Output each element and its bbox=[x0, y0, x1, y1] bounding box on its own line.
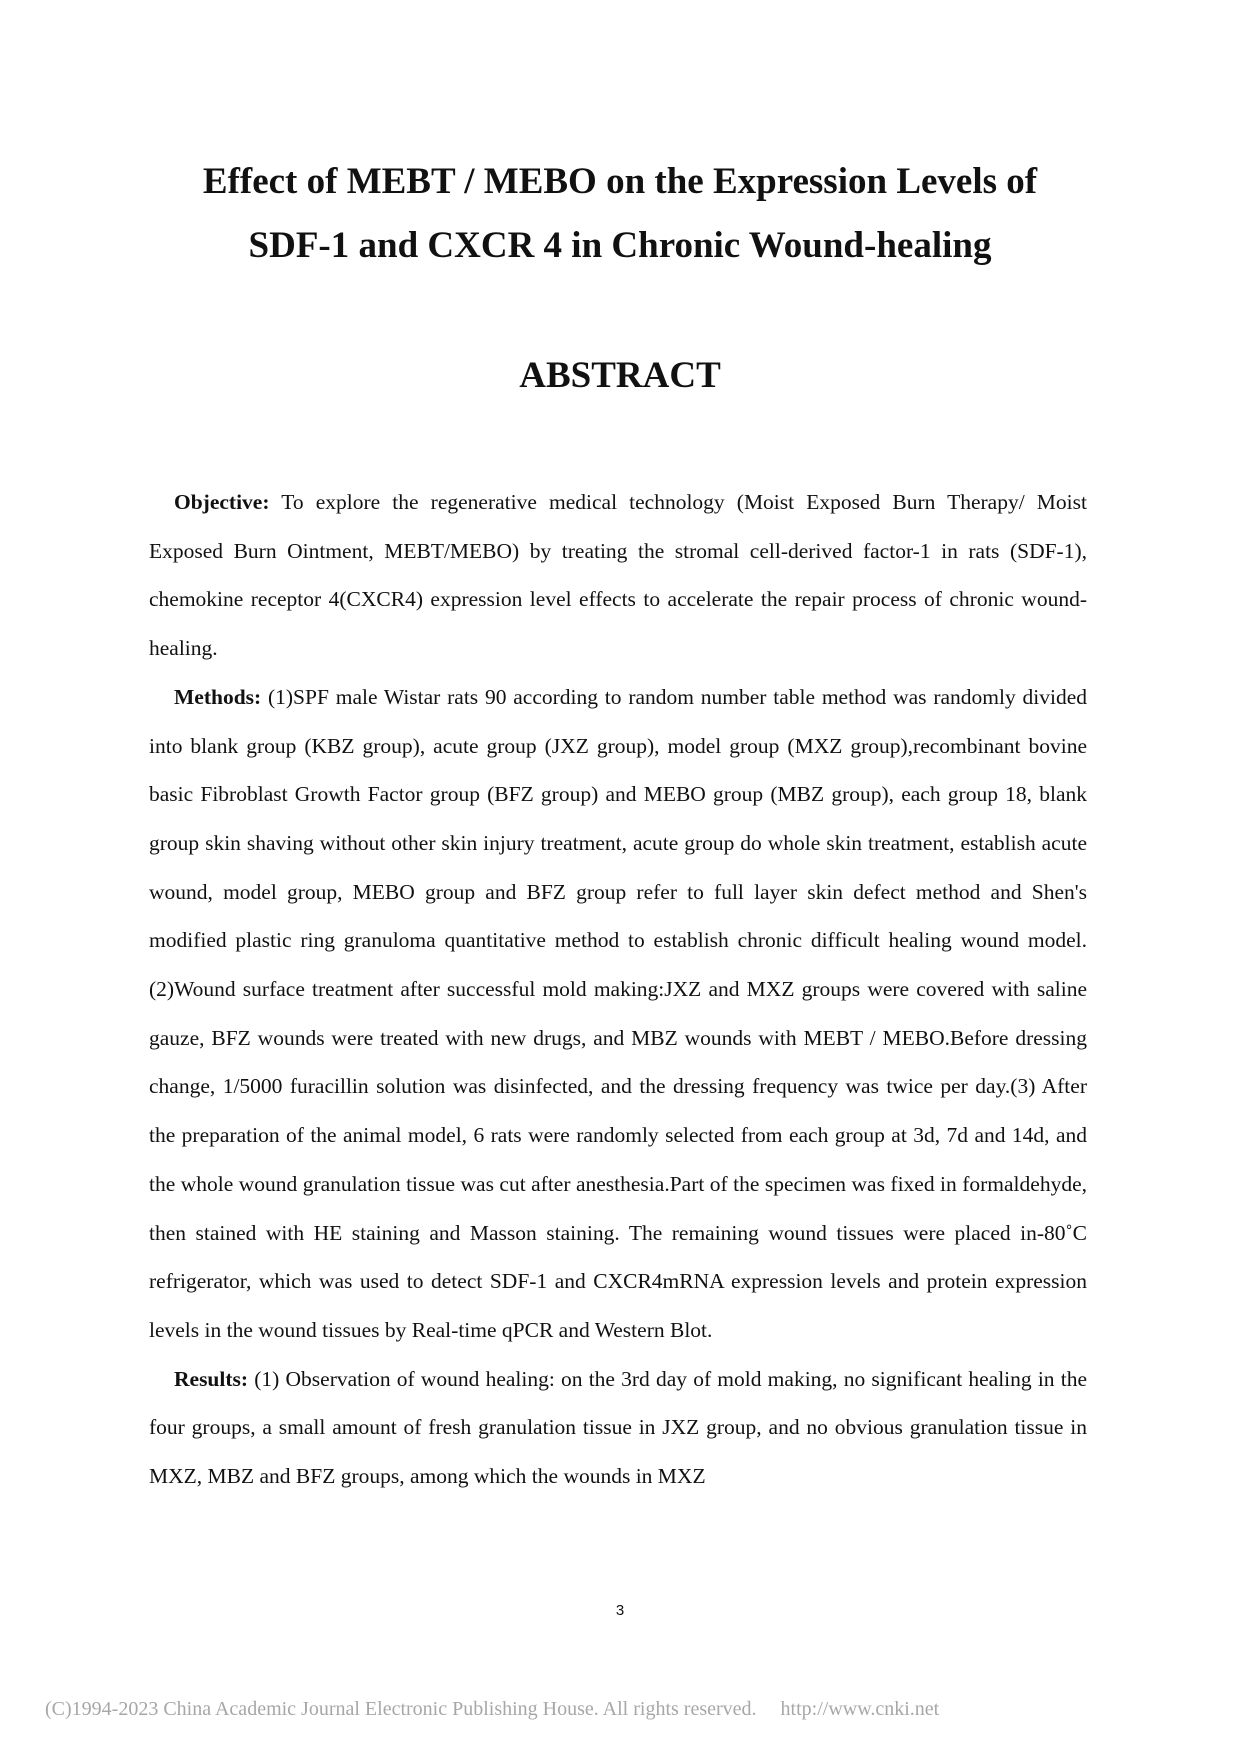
objective-label: Objective: bbox=[174, 490, 270, 514]
results-label: Results: bbox=[174, 1366, 249, 1391]
paper-title bbox=[0, 150, 1240, 278]
footer-url[interactable]: http://www.cnki.net bbox=[780, 1698, 940, 1720]
page-number: 3 bbox=[615, 1602, 625, 1619]
objective-text: To explore the regenerative medical technology (Moist Exposed Burn Therapy/ Moist Exposed Burn Ointment, MEBT/MEBO) by treating the stromal cell-derived factor-1 in rats (SDF-1), chemokine receptor 4(CXCR4) expression level effects to accelerate the repair process of chronic wound-healing. bbox=[149, 490, 1087, 661]
methods-label: Methods: bbox=[174, 684, 262, 709]
abstract-heading: ABSTRACT bbox=[519, 355, 721, 396]
objective-paragraph bbox=[149, 478, 1087, 673]
title-line-1: Effect of MEBT / MEBO on the Expression Levels of bbox=[202, 161, 1038, 202]
copyright-footer bbox=[45, 1698, 1225, 1721]
abstract-body bbox=[149, 478, 1087, 1501]
results-paragraph bbox=[149, 1355, 1087, 1501]
copyright-text: (C)1994-2023 China Academic Journal Electronic Publishing House. All rights reserved. bbox=[45, 1698, 757, 1720]
results-text: (1) Observation of wound healing: on the 3rd day of mold making, no significant healing in the four groups, a small amount of fresh granulation tissue in JXZ group, and no obvious granulation tissue in MXZ, MBZ and BFZ groups, among which the wounds in MXZ bbox=[149, 1366, 1087, 1489]
methods-text: (1)SPF male Wistar rats 90 according to random number table method was randomly divided into blank group (KBZ group), acute group (JXZ group), model group (MXZ group),recombinant bovine basic Fibroblast Growth Factor group (BFZ group) and MEBO group (MBZ group), each group 18, blank group skin shaving without other skin injury treatment, acute group do whole skin treatment, establish acute wound, model group, MEBO group and BFZ group refer to full layer skin defect method and Shen's modified plastic ring granuloma quantitative method to establish chronic difficult healing wound model.(2)Wound surface treatment after successful mold making:JXZ and MXZ groups were covered with saline gauze, BFZ wounds were treated with new drugs, and MBZ wounds with MEBT / MEBO.Before dressing change, 1/5000 furacillin solution was disinfected, and the dressing frequency was twice per day.(3) After the preparation of the animal model, 6 rats were randomly selected from each group at 3d, 7d and 14d, and the whole wound granulation tissue was cut after anesthesia.Part of the specimen was fixed in formaldehyde, then stained with HE staining and Masson staining. The remaining wound tissues were placed in-80˚C refrigerator, which was used to detect SDF-1 and CXCR4mRNA expression levels and protein expression levels in the wound tissues by Real-time qPCR and Western Blot. bbox=[149, 684, 1088, 1342]
title-line-2: SDF-1 and CXCR 4 in Chronic Wound-healing bbox=[248, 225, 992, 266]
methods-paragraph bbox=[149, 673, 1087, 1355]
